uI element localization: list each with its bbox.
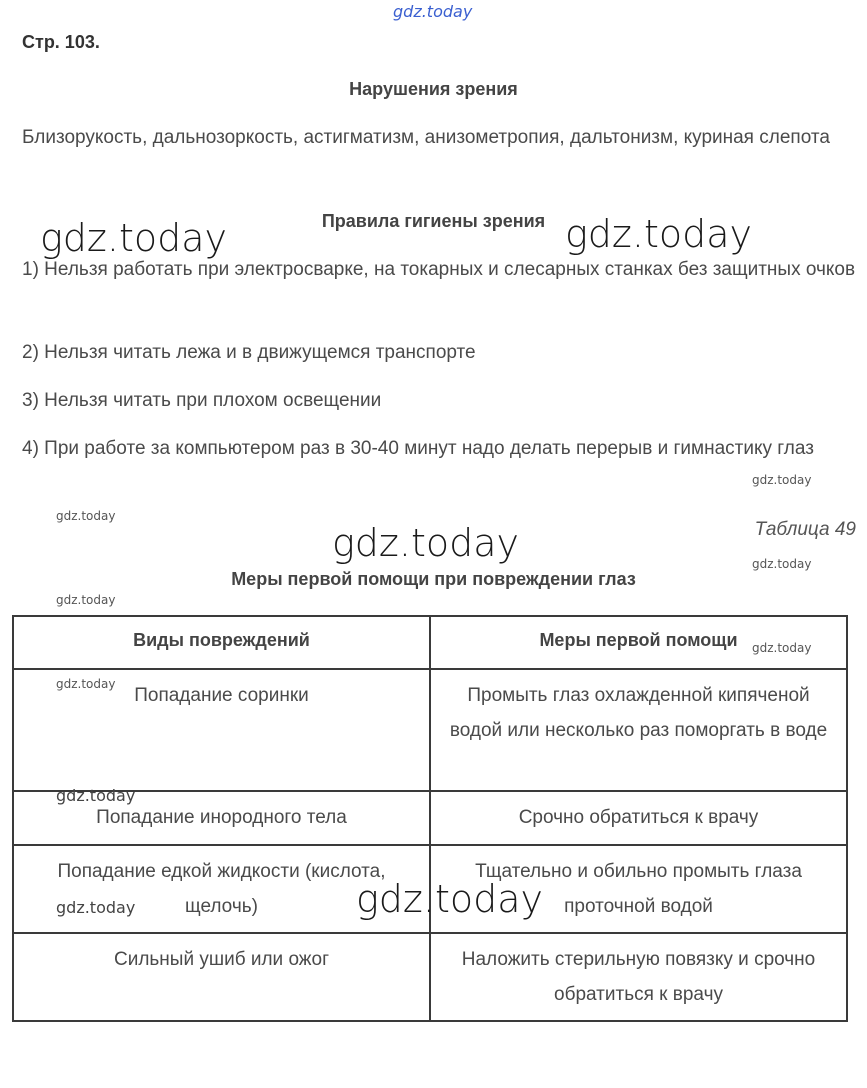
- table-cell: Срочно обратиться к врачу: [430, 791, 847, 845]
- table-cell: Наложить стерильную повязку и срочно обратиться к врачу: [430, 933, 847, 1021]
- watermark: gdz.today: [40, 216, 227, 260]
- table-header-row: [13, 616, 847, 669]
- table-cell: Промыть глаз охлажденной кипяченой водой или несколько раз поморгать в воде: [430, 669, 847, 791]
- watermark: gdz.today: [752, 473, 812, 487]
- vision-disorders-text: Близорукость, дальнозоркость, астигматизм, анизометропия, дальтонизм, куриная слепота: [22, 127, 830, 148]
- watermark: gdz.today: [56, 898, 136, 917]
- watermark: gdz.today: [752, 641, 812, 655]
- first-aid-table: [12, 615, 848, 1022]
- section-title-vision-disorders: Нарушения зрения: [349, 79, 518, 99]
- table-cell: Тщательно и обильно промыть глаза проточной водой: [430, 845, 847, 933]
- table-cell: Попадание инородного тела: [13, 791, 430, 845]
- watermark: gdz.today: [56, 509, 116, 523]
- page-label: Стр. 103.: [22, 32, 100, 52]
- table-cell: Попадание едкой жидкости (кислота, щелочь): [13, 845, 430, 933]
- hygiene-rule-1: 1) Нельзя работать при электросварке, на токарных и слесарных станках без защитных очков: [22, 259, 856, 280]
- table-header-cell: Меры первой помощи: [430, 616, 847, 669]
- hygiene-rule-3: 3) Нельзя читать при плохом освещении: [22, 390, 382, 411]
- table-row: [13, 669, 847, 791]
- table-row: [13, 791, 847, 845]
- table-row: [13, 933, 847, 1021]
- section-title-hygiene-rules: Правила гигиены зрения: [321, 211, 546, 231]
- watermark: gdz.today: [752, 557, 812, 571]
- watermark: gdz.today: [56, 786, 136, 805]
- watermark: gdz.today: [565, 212, 752, 256]
- table-header-cell: Виды повреждений: [13, 616, 430, 669]
- watermark: gdz.today: [56, 677, 116, 691]
- watermark: gdz.today: [56, 593, 116, 607]
- table-caption: Таблица 49: [754, 519, 856, 540]
- table-cell: Попадание соринки: [13, 669, 430, 791]
- table-title: Меры первой помощи при повреждении глаз: [231, 569, 636, 589]
- table-cell: Сильный ушиб или ожог: [13, 933, 430, 1021]
- watermark: gdz.today: [356, 877, 543, 921]
- hygiene-rule-2: 2) Нельзя читать лежа и в движущемся транспорте: [22, 342, 476, 363]
- header-watermark: gdz.today: [393, 2, 473, 21]
- hygiene-rule-4: 4) При работе за компьютером раз в 30-40 минут надо делать перерыв и гимнастику глаз: [22, 438, 814, 459]
- watermark: gdz.today: [332, 521, 519, 565]
